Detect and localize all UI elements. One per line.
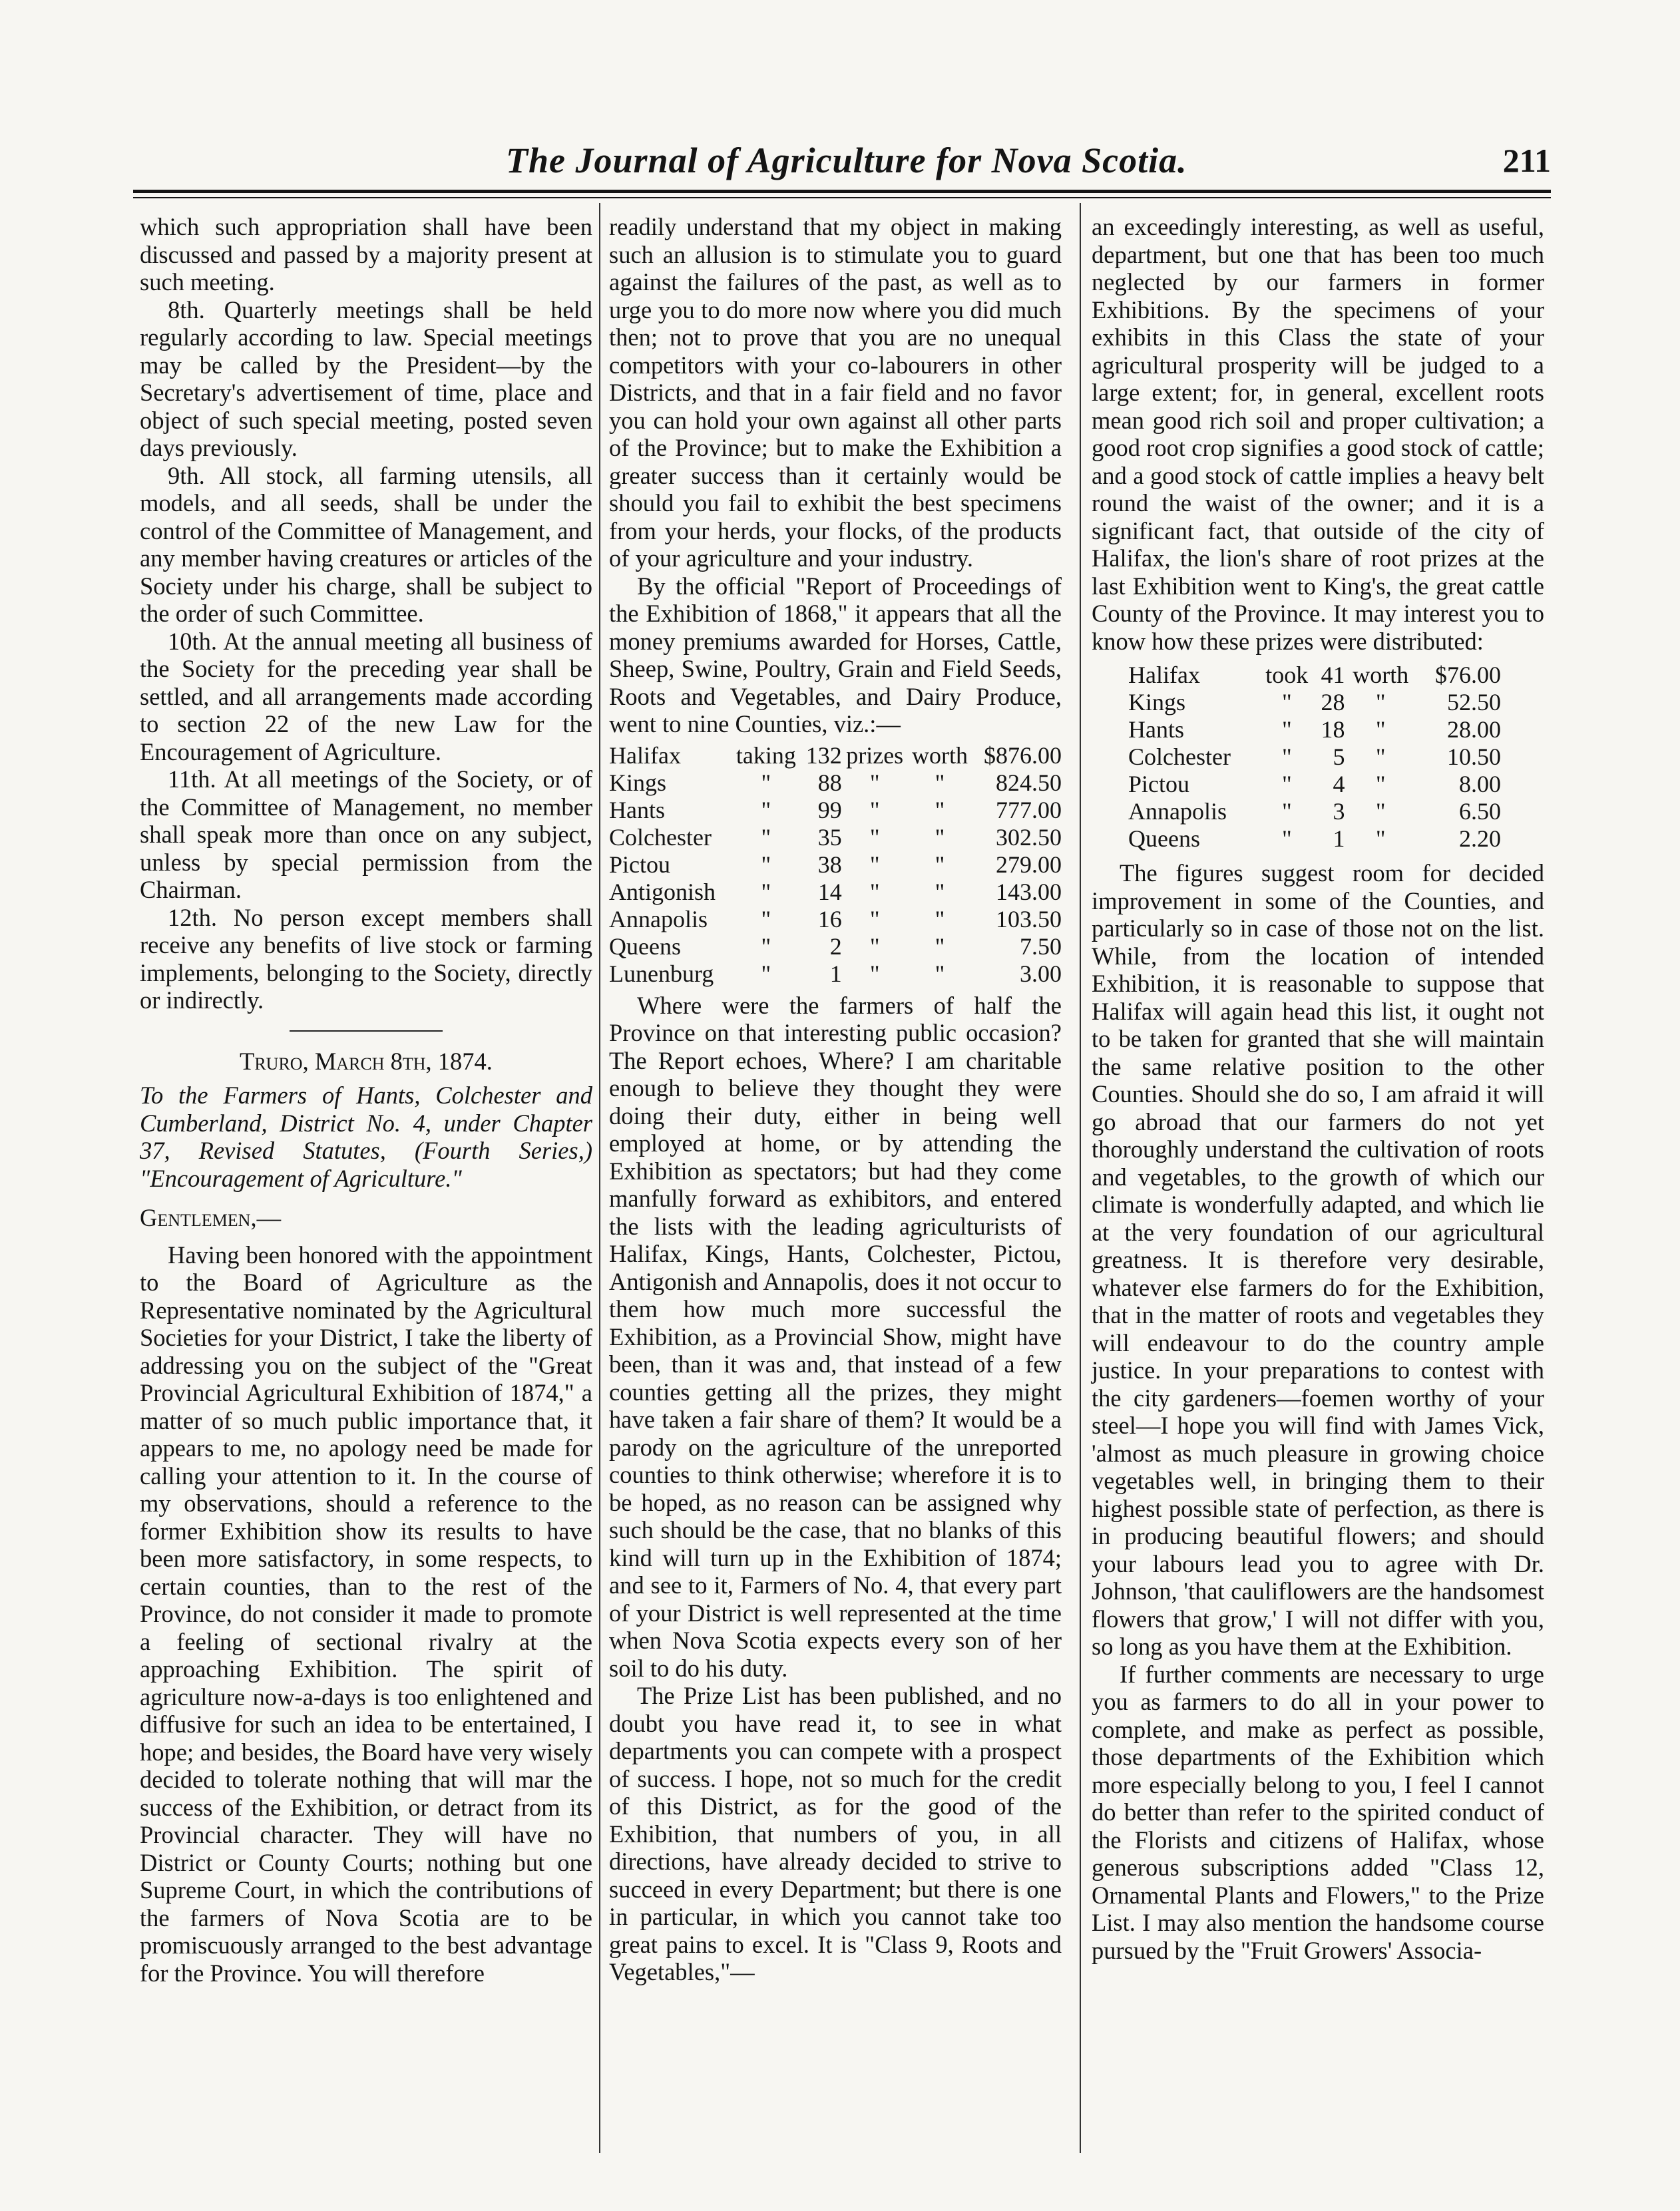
table-cell: $76.00 — [1435, 662, 1501, 688]
table-cell: 302.50 — [996, 823, 1062, 851]
paragraph: 9th. All stock, all farming utensils, all models, and all seeds, shall be under the control of the Committee of Management, and any member having creatures or articles of the Society under his charge, shall be subject to the order of such Committee. — [140, 461, 592, 627]
table-cell: " — [869, 878, 880, 905]
table-cell: Hants — [609, 796, 665, 823]
table-cell: $876.00 — [984, 741, 1062, 769]
prizes-table-1868 — [609, 742, 1062, 988]
table-cell: " — [935, 960, 945, 987]
table-cell: 824.50 — [996, 769, 1062, 796]
table-cell: " — [869, 851, 880, 878]
table-row — [1128, 743, 1501, 771]
table-cell: 5 — [1333, 743, 1345, 770]
table-cell: took — [1265, 662, 1309, 688]
table-cell: " — [1281, 689, 1292, 715]
salutation: Gentlemen,— — [140, 1204, 282, 1231]
table-row — [1128, 662, 1501, 689]
table-cell: " — [935, 932, 945, 960]
table-cell: " — [935, 905, 945, 932]
paragraph: The figures suggest room for decided improvement in some of the Counties, and particularly so in case of those not on the list. While, from the location of intended Exhibition, it is reasonable to suppose that Halifax will again head this list, it ought not to be taken for granted that she will maintain the same relative position to the other Counties. Should she do so, I am afraid it will go abroad that our farmers do not yet thoroughly understand the cultivation of roots and vegetables, to the growth of which our climate is wonderfully adapted, and which lie at the very foundation of our agricultural greatness. It is therefore very desirable, whatever else farmers do for the Exhibition, that in the matter of roots and vegetables they will endeavour to do the country ample justice. In your preparations to contest with the city gardeners—foemen worthy of your steel—I hope you will find with James Vick, 'almost as much pleasure in growing choice vegetables well, in bringing them to their highest possible state of perfection, as there is in producing beautiful flowers; and should your labours lead you to agree with Dr. Johnson, 'that cauliflowers are the handsomest flowers that grow,' I will not differ with you, so long as you have them at the Exhibition. — [1092, 859, 1544, 1660]
table-cell: " — [761, 823, 771, 851]
table-cell: Kings — [609, 769, 667, 796]
table-cell: 41 — [1321, 662, 1345, 688]
table-row — [1128, 689, 1501, 716]
dateline: Truro, March 8th, 1874. — [240, 1047, 493, 1075]
paragraph: 11th. At all meetings of the Society, or of the Committee of Management, no member shall speak more than once on any subject, unless by special permission from the Chairman. — [140, 765, 592, 903]
table-row — [1128, 771, 1501, 798]
table-cell: Lunenburg — [609, 960, 714, 987]
table-cell: 28 — [1321, 689, 1345, 715]
table-cell: 777.00 — [996, 796, 1062, 823]
table-cell: 16 — [817, 905, 842, 932]
table-cell: 132 — [805, 741, 842, 769]
table-cell: 3 — [1333, 798, 1345, 825]
table-cell: 1 — [829, 960, 842, 987]
paragraph: If further comments are necessary to urge you as farmers to do all in your power to complete, and make as perfect as possible, those departments of the Exhibition which more especially belong to you, I feel I cannot do better than refer to the spirited conduct of the Florists and citizens of Halifax, whose generous subscriptions added "Class 12, Ornamental Plants and Flowers," to the Prize List. I may also mention the handsome course pursued by the "Fruit Growers' Associa- — [1092, 1660, 1544, 1964]
table-cell: 18 — [1321, 716, 1345, 743]
table-cell: " — [761, 878, 771, 905]
table-cell: Colchester — [1128, 743, 1231, 770]
table-cell: " — [869, 932, 880, 960]
table-cell: " — [1375, 743, 1386, 770]
table-cell: " — [935, 823, 945, 851]
table-cell: 10.50 — [1447, 743, 1501, 770]
table-cell: " — [935, 851, 945, 878]
paragraph: Where were the farmers of half the Province on that interesting public occasion? The Report echoes, Where? I am charitable enough to believe they thought they were doing their duty, either in being well employed at home, or by attending the Exhibition as spectators; but had they come manfully forward as exhibitors, and entered the lists with the leading agriculturists of Halifax, Kings, Hants, Colchester, Pictou, Antigonish and Annapolis, does it not occur to them how much more successful the Exhibition, as a Provincial Show, might have been, than it was and, that instead of a few counties getting all the prizes, they might have taken a fair share of them? It would be a parody on the agriculture of the unreported counties to think otherwise; wherefore it is to be hoped, as no reason can be assigned why such should be the case, that no blanks of this kind will turn up in the Exhibition of 1874; and see to it, Farmers of No. 4, that every part of your District is well represented at the time when Nova Scotia expects every son of her soil to do his duty. — [609, 991, 1062, 1682]
paragraph: an exceedingly interesting, as well as useful, department, but one that has been too much neglected by our farmers in former Exhibitions. By the specimens of your exhibits in this Class the state of your agricultural prosperity will be judged to a large extent; for, in general, excellent roots mean good rich soil and proper cultivation; a good root crop signifies a good stock of cattle; and a good stock of cattle implies a heavy belt round the waist of the owner; and it is a significant fact, that outside of the city of Halifax, the lion's share of root prizes at the last Exhibition went to King's, the great cattle County of the Province. It may interest you to know how these prizes were distributed: — [1092, 213, 1544, 655]
table-row — [609, 797, 1062, 824]
table-cell: 279.00 — [996, 851, 1062, 878]
table-cell: " — [935, 796, 945, 823]
table-cell: " — [761, 769, 771, 796]
table-row — [609, 906, 1062, 933]
table-cell: 2.20 — [1459, 825, 1501, 852]
table-cell: taking — [735, 741, 796, 769]
table-row — [609, 742, 1062, 769]
table-cell: " — [869, 796, 880, 823]
root-prizes-table — [1128, 662, 1501, 853]
column-2 — [609, 213, 1062, 1986]
table-cell: Halifax — [609, 741, 681, 769]
column-3 — [1092, 213, 1544, 1964]
letter-address: To the Farmers of Hants, Colchester and Cumberland, District No. 4, under Chapter 37, Revised Statutes, (Fourth Series,) "Encouragement of Agriculture." — [140, 1082, 592, 1192]
table-cell: " — [761, 905, 771, 932]
paragraph: readily understand that my object in making such an allusion is to stimulate you to guard against the failures of the past, as well as to urge you to do more now where you did much then; not to prove that you are no unequal competitors with your co-labourers in other Districts, and that in a fair field and no favor you can hold your own against all other parts of the Province; but to make the Exhibition a greater success than it certainly would be should you fail to exhibit the best specimens from your herds, your flocks, of the products of your agriculture and your industry. — [609, 213, 1062, 572]
paragraph: The Prize List has been published, and no doubt you have read it, to see in what departments you can compete with a prospect of success. I hope, not so much for the credit of this District, as for the good of the Exhibition, that numbers of you, in all directions, have already decided to strive to succeed in every Department; but there is one in particular, in which you cannot take too great pains to excel. It is "Class 9, Roots and Vegetables,"— — [609, 1682, 1062, 1985]
table-cell: Annapolis — [1128, 798, 1227, 825]
table-cell: " — [869, 905, 880, 932]
table-cell: " — [1281, 798, 1292, 825]
table-cell: " — [935, 878, 945, 905]
header-rule-thick — [133, 190, 1551, 193]
table-cell: Antigonish — [609, 878, 716, 905]
table-cell: 28.00 — [1447, 716, 1501, 743]
column-separator — [599, 203, 600, 2153]
table-cell: " — [1375, 716, 1386, 743]
paragraph: 10th. At the annual meeting all business of the Society for the preceding year shall be settled, and all arrangements made according to section 22 of the new Law for the Encouragement of Agriculture. — [140, 627, 592, 765]
table-cell: 103.50 — [996, 905, 1062, 932]
table-cell: Pictou — [609, 851, 671, 878]
table-row — [609, 824, 1062, 851]
table-cell: 14 — [817, 878, 842, 905]
table-cell: worth — [911, 741, 968, 769]
table-cell: 1 — [1333, 825, 1345, 852]
table-row — [609, 960, 1062, 988]
table-cell: prizes — [846, 741, 904, 769]
table-cell: 4 — [1333, 771, 1345, 797]
page-number: 211 — [1502, 142, 1551, 179]
running-title: The Journal of Agriculture for Nova Scotia. — [506, 140, 1187, 180]
table-cell: Annapolis — [609, 905, 708, 932]
table-cell: 52.50 — [1447, 689, 1501, 715]
table-cell: " — [1375, 689, 1386, 715]
table-cell: Halifax — [1128, 662, 1200, 688]
paragraph: 12th. No person except members shall receive any benefits of live stock or farming implements, belonging to the Society, directly or indirectly. — [140, 903, 592, 1014]
table-cell: " — [1375, 825, 1386, 852]
table-row — [609, 851, 1062, 879]
table-cell: " — [1281, 771, 1292, 797]
table-cell: " — [761, 851, 771, 878]
table-cell: Pictou — [1128, 771, 1190, 797]
table-row — [1128, 798, 1501, 825]
table-cell: 7.50 — [1020, 932, 1062, 960]
table-cell: " — [1281, 825, 1292, 852]
table-cell: 6.50 — [1459, 798, 1501, 825]
table-cell: 3.00 — [1020, 960, 1062, 987]
table-cell: Kings — [1128, 689, 1186, 715]
table-cell: " — [761, 796, 771, 823]
column-separator — [1080, 203, 1081, 2153]
running-header — [133, 140, 1551, 186]
table-cell: Colchester — [609, 823, 712, 851]
table-cell: 2 — [829, 932, 842, 960]
table-cell: 99 — [817, 796, 842, 823]
table-cell: " — [1281, 743, 1292, 770]
table-cell: 38 — [817, 851, 842, 878]
table-cell: 8.00 — [1459, 771, 1501, 797]
table-cell: 143.00 — [996, 878, 1062, 905]
table-cell: " — [1281, 716, 1292, 743]
table-row — [1128, 825, 1501, 853]
table-row — [609, 879, 1062, 906]
table-cell: " — [761, 960, 771, 987]
table-row — [609, 769, 1062, 797]
table-cell: " — [1375, 798, 1386, 825]
column-1 — [140, 213, 592, 1987]
section-divider — [290, 1030, 443, 1032]
paragraph: Having been honored with the appointment to the Board of Agriculture as the Representative nominated by the Agricultural Societies for your District, I take the liberty of addressing you on the subject of the "Great Provincial Agricultural Exhibition of 1874," a matter of so much public importance that, it appears to me, no apology need be made for calling your attention to it. In the course of my observations, should a reference to the former Exhibition show its results to have been more satisfactory, in some respects, to certain counties, than to the rest of the Province, do not consider it made to promote a feeling of sectional rivalry at the approaching Exhibition. The spirit of agriculture now-a-days is too enlightened and diffusive for such an idea to be entertained, I hope; and besides, the Board have very wisely decided to tolerate nothing that will mar the success of the Exhibition, or detract from its Provincial character. They will have no District or County Courts; nothing but one Supreme Court, in which the contributions of the farmers of Nova Scotia are to be promiscuously arranged to the best advantage for the Province. You will therefore — [140, 1241, 592, 1987]
table-cell: Hants — [1128, 716, 1184, 743]
table-cell: worth — [1353, 662, 1409, 688]
table-row — [1128, 716, 1501, 743]
table-cell: " — [935, 769, 945, 796]
table-cell: Queens — [609, 932, 681, 960]
header-rule-thin — [133, 197, 1551, 198]
table-row — [609, 933, 1062, 960]
paragraph: By the official "Report of Proceedings of the Exhibition of 1868," it appears that all the money premiums awarded for Horses, Cattle, Sheep, Swine, Poultry, Grain and Field Seeds, Roots and Vegetables, and Dairy Produce, went to nine Counties, viz.:— — [609, 572, 1062, 737]
table-cell: 35 — [817, 823, 842, 851]
table-cell: " — [761, 932, 771, 960]
paragraph: 8th. Quarterly meetings shall be held regularly according to law. Special meetings may be called by the President—by the Secretary's advertisement of time, place and object of such special meeting, posted seven days previously. — [140, 296, 592, 461]
table-cell: " — [869, 960, 880, 987]
table-cell: " — [869, 769, 880, 796]
table-cell: Queens — [1128, 825, 1200, 852]
table-cell: " — [869, 823, 880, 851]
table-cell: " — [1375, 771, 1386, 797]
paragraph: which such appropriation shall have been discussed and passed by a majority present at such meeting. — [140, 213, 592, 296]
table-cell: 88 — [817, 769, 842, 796]
